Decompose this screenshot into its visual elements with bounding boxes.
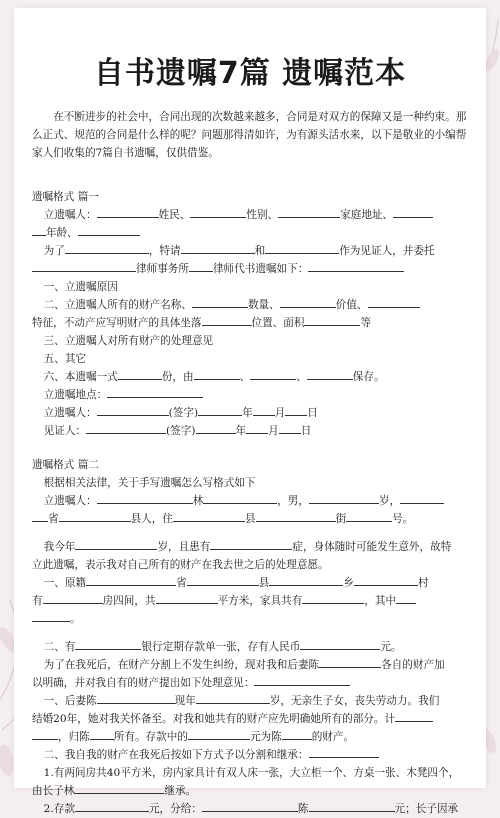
sec1-line-3: 为了 ，特请 和 作为见证人，并委托 <box>32 242 470 260</box>
sec1-line-2: 年龄、 <box>32 224 470 242</box>
sec2-line-1: 根据相关法律，关于手写遗嘱怎么写格式如下 <box>43 477 256 489</box>
document-page <box>14 8 486 815</box>
sec1-line-12: 立遗嘱人： (签字) 年 月 日 <box>32 404 470 422</box>
sec2-line-11: 以明确，并对我自有的财产提出如下处理意见： <box>32 674 470 692</box>
sec2-line-8: 。 <box>32 610 470 628</box>
sec2-line-5: 立此遗嘱，表示我对自己所有的财产在我去世之后的处理意愿。 <box>32 559 329 571</box>
sec2-line-13: 结婚20年，她对我关怀备至。对我和她共有的财产应先明确她所有的部分。计 <box>32 710 470 728</box>
sec1-line-4: 律师事务所 律师代书遗嘱如下： <box>32 260 470 278</box>
sec1-line-9: 五、其它 <box>43 353 87 365</box>
sec2-line-3: 省 县人，住 县 街 号。 <box>32 510 470 528</box>
sec2-line-18: 2.存款 元，分给： 陈 元；长子因承 <box>32 800 470 818</box>
sec2-line-16: 1.有两间房共40平方米，房内家具计有双人床一张，大立柜一个、方桌一张、木凳四个， <box>43 767 460 779</box>
section-heading-2: 遗嘱格式 篇二 <box>32 459 99 471</box>
sec1-line-13: 见证人： (签字) 年 月 日 <box>32 422 470 440</box>
sec1-line-11: 立遗嘱地点： <box>32 386 470 404</box>
document-title: 自书遗嘱7篇 遗嘱范本 <box>93 56 407 91</box>
document-body <box>32 108 470 818</box>
section-heading-1: 遗嘱格式 篇一 <box>32 191 99 203</box>
sec2-line-7: 有 房四间，共 平方米，家具共有 ，其中 <box>32 592 470 610</box>
sec2-line-2: 立遗嘱人： 林 ，男， 岁， <box>32 492 470 510</box>
sec1-line-1: 立遗嘱人： 姓民、 性别、 家庭地址、 <box>32 206 470 224</box>
sec1-line-5: 一、立遗嘱原因 <box>43 281 118 293</box>
sec2-line-15: 二、我自我的财产在我死后按如下方式予以分割和继承： <box>32 746 470 764</box>
sec2-line-4: 我今年 岁，且患有 症，身体随时可能发生意外，故特 <box>32 538 470 556</box>
sec1-line-6: 二、立遗嘱人所有的财产名称、 数量、 价值、 <box>32 296 470 314</box>
sec2-line-12: 一、后妻陈 现年 岁，无亲生子女，丧失劳动力。我们 <box>32 692 470 710</box>
intro-paragraph: 在不断进步的社会中，合同出现的次数越来越多，合同是对双方的保障又是一种约束。那么正式、规范的合同是什么样的呢？问题那得清如许，为有源头活水来，以下是敬业的小编帮家人们收集的7篇自书遗嘱，仅供借鉴。 <box>32 111 467 159</box>
sec2-line-14: ，归陈 所有。存款中的 元为陈 的财产。 <box>32 728 470 746</box>
sec2-line-6: 一、原籍 省 县 乡 村 <box>32 574 470 592</box>
sec2-line-17: 由长子林 继承。 <box>32 782 470 800</box>
sec2-line-9: 二、有 银行定期存款单一张，存有人民币 元。 <box>32 638 470 656</box>
sec1-line-10: 六、本遗嘱一式 份，由 、 、 保存。 <box>32 368 470 386</box>
sec1-line-8: 三、立遗嘱人对所有财产的处理意见 <box>43 335 214 347</box>
sec2-line-10: 为了在我死后，在财产分割上不发生纠纷，现对我和后妻陈 各自的财产加 <box>32 656 470 674</box>
sec1-line-7: 特征，不动产应写明财产的具体坐落 位置、面积 等 <box>32 314 470 332</box>
